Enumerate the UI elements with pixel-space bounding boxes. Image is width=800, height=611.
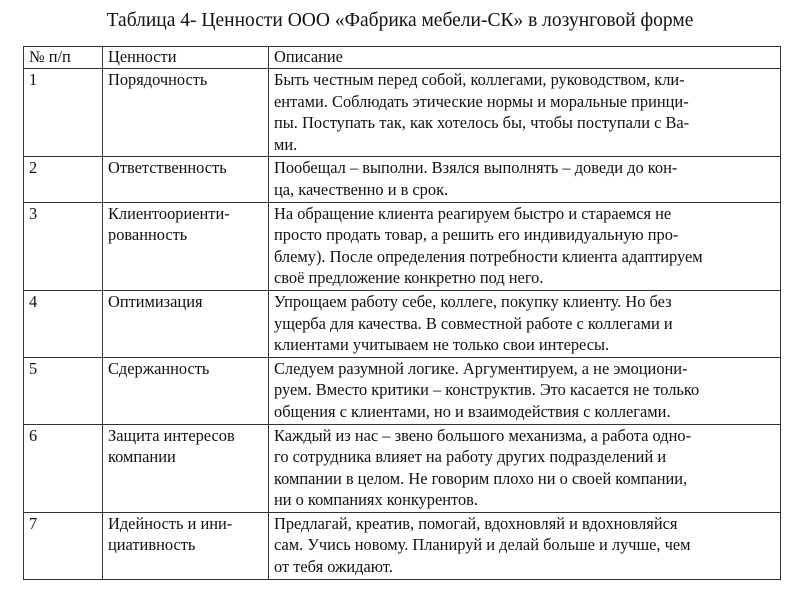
description-line: Следуем разумной логике. Аргументируем, а не эмоциони- — [274, 358, 688, 378]
description-line: ни о компаниях конкурентов. — [274, 490, 478, 510]
value-line: Сдержанность — [108, 358, 210, 378]
description-line: Каждый из нас – звено большого механизма, а работа одно- — [274, 425, 692, 445]
values-table — [23, 46, 781, 580]
value-line: Ответственность — [108, 158, 227, 178]
description-line: руем. Вместо критики – конструктив. Это касается не только — [274, 380, 700, 400]
description-line: клиентами учитываем не только свои интересы. — [274, 335, 610, 355]
description-line: от тебя ожидают. — [274, 557, 393, 577]
header-value: Ценности — [103, 47, 269, 69]
table-caption: Таблица 4- Ценности ООО «Фабрика мебели-СК» в лозунговой форме — [106, 10, 694, 31]
row-number: 2 — [24, 157, 103, 202]
table-row — [24, 512, 781, 579]
header-number: № п/п — [24, 47, 103, 69]
description-line: ца, качественно и в срок. — [274, 179, 449, 199]
table-row — [24, 290, 781, 357]
table-row — [24, 157, 781, 202]
row-description — [269, 290, 781, 357]
row-value — [103, 69, 269, 157]
table-row — [24, 357, 781, 424]
table-row — [24, 69, 781, 157]
description-line: блему). После определения потребности клиента адаптируем — [274, 246, 703, 266]
description-line: Пообещал – выполни. Взялся выполнять – доведи до кон- — [274, 158, 678, 178]
description-line: компании в целом. Не говорим плохо ни о своей компании, — [274, 468, 688, 488]
table-row — [24, 424, 781, 512]
description-line: ущерба для качества. В совместной работе с коллегами и — [274, 313, 673, 333]
value-line: циативность — [108, 535, 196, 555]
row-value — [103, 512, 269, 579]
row-description — [269, 512, 781, 579]
value-line: Идейность и ини- — [108, 513, 233, 533]
value-line: Оптимизация — [108, 291, 203, 311]
row-value — [103, 357, 269, 424]
table-row — [24, 202, 781, 290]
description-line: просто продать товар, а решить его индивидуальную про- — [274, 225, 679, 245]
header-row — [24, 47, 781, 69]
description-line: своё предложение конкретно под него. — [274, 268, 544, 288]
row-description — [269, 202, 781, 290]
value-line: Порядочность — [108, 70, 208, 89]
header-description: Описание — [269, 47, 781, 69]
row-number: 5 — [24, 357, 103, 424]
description-line: пы. Поступать так, как хотелось бы, чтобы поступали с Ва- — [274, 113, 690, 133]
row-description — [269, 424, 781, 512]
description-line: На обращение клиента реагируем быстро и стараемся не — [274, 203, 672, 223]
description-line: ентами. Соблюдать этические нормы и моральные принци- — [274, 91, 689, 111]
description-line: Предлагай, креатив, помогай, вдохновляй и вдохновляйся — [274, 513, 678, 533]
row-value — [103, 157, 269, 202]
description-line: Быть честным перед собой, коллегами, руководством, кли- — [274, 70, 685, 89]
row-value — [103, 202, 269, 290]
row-number: 6 — [24, 424, 103, 512]
row-description — [269, 69, 781, 157]
row-number: 1 — [24, 69, 103, 157]
value-line: Клиентоориенти- — [108, 203, 230, 223]
description-line: ми. — [274, 134, 298, 154]
row-number: 7 — [24, 512, 103, 579]
row-description — [269, 357, 781, 424]
description-line: общения с клиентами, но и взаимодействия с коллегами. — [274, 401, 671, 421]
row-description — [269, 157, 781, 202]
description-line: Упрощаем работу себе, коллеге, покупку клиенту. Но без — [274, 291, 672, 311]
row-number: 3 — [24, 202, 103, 290]
value-line: компании — [108, 447, 176, 467]
row-value — [103, 424, 269, 512]
description-line: сам. Учись новому. Планируй и делай больше и лучше, чем — [274, 535, 691, 555]
row-number: 4 — [24, 290, 103, 357]
description-line: го сотрудника влияет на работу других подразделений и — [274, 447, 667, 467]
row-value — [103, 290, 269, 357]
value-line: Защита интересов — [108, 425, 235, 445]
value-line: рованность — [108, 225, 188, 245]
